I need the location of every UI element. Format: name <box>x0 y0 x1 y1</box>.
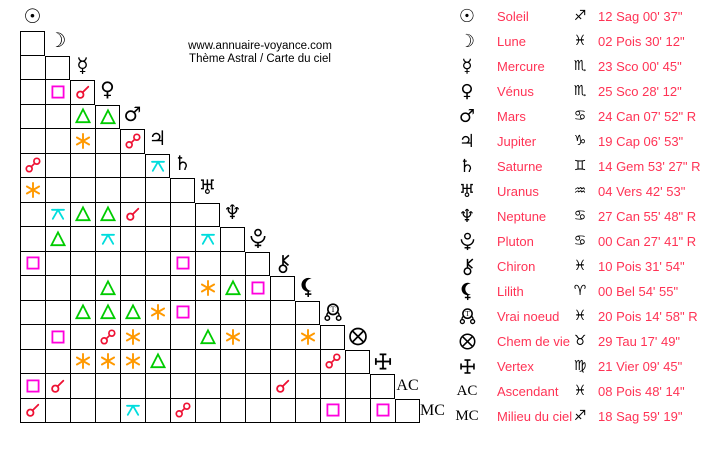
moon-icon: ☽ <box>458 31 476 52</box>
planet-name: Vertex <box>497 359 534 374</box>
midheaven-icon: MC <box>455 408 479 424</box>
legend-row-north-node <box>450 304 705 329</box>
planet-name: Jupiter <box>497 134 537 149</box>
legend-row-mercury <box>450 54 705 79</box>
sun-icon: ☉ <box>458 6 476 27</box>
mars-icon: ♂ <box>458 106 476 127</box>
planet-name: Pluton <box>497 234 534 249</box>
mars-icon: ♂ <box>123 101 142 126</box>
legend-row-mars <box>450 104 705 129</box>
planet-position: 29 Tau 17' 49" <box>598 334 681 349</box>
legend-row-uranus <box>450 179 705 204</box>
pisces-icon: ♓ <box>573 33 587 49</box>
planet-name: Vénus <box>497 84 534 99</box>
planet-position: 18 Sag 59' 19" <box>598 409 683 424</box>
legend-row-ascendant <box>450 379 705 404</box>
planet-position: 19 Cap 06' 53" <box>598 134 684 149</box>
planet-position: 04 Vers 42' 53" <box>598 184 686 199</box>
planet-name: Mars <box>497 109 526 124</box>
scorpio-icon: ♏ <box>573 58 587 74</box>
site-url: www.annuaire-voyance.com <box>188 40 332 52</box>
neptune-icon: ♆ <box>458 206 476 227</box>
pisces-icon: ♓ <box>573 258 587 274</box>
planet-position: 14 Gem 53' 27" R <box>598 159 701 174</box>
legend-row-chiron <box>450 254 705 279</box>
legend-row-vertex <box>450 354 705 379</box>
vertex-icon <box>452 354 482 379</box>
planet-position: 08 Pois 48' 14" <box>598 384 685 399</box>
saturn-icon: ♄ <box>173 150 192 175</box>
sun-icon: ☉ <box>23 3 42 28</box>
cancer-icon: ♋ <box>573 108 587 124</box>
legend-row-pluto <box>450 229 705 254</box>
planet-name: Neptune <box>497 209 547 224</box>
pluto-icon <box>452 229 482 254</box>
jupiter-icon: ♃ <box>458 131 476 152</box>
gemini-icon: ♊ <box>573 158 587 174</box>
planet-position: 25 Sco 28' 12" <box>598 84 682 99</box>
taurus-icon: ♉ <box>573 333 587 349</box>
legend-row-neptune <box>450 204 705 229</box>
planet-name: Lune <box>497 34 526 49</box>
legend-row-saturn <box>450 154 705 179</box>
planet-position: 10 Pois 31' 54" <box>598 259 685 274</box>
pisces-icon: ♓ <box>573 308 587 324</box>
ascendant-icon: AC <box>456 383 478 399</box>
scorpio-icon: ♏ <box>573 83 587 99</box>
planet-name: Vrai noeud <box>497 309 560 324</box>
legend-row-moon <box>450 29 705 54</box>
chiron-icon <box>452 254 482 279</box>
sagittarius-icon: ♐ <box>573 408 587 424</box>
ascendant-icon: AC <box>396 377 419 394</box>
legend-row-midheaven <box>450 404 705 429</box>
planet-position: 12 Sag 00' 37" <box>598 9 683 24</box>
legend-row-venus <box>450 79 705 104</box>
planet-position: 20 Pois 14' 58" R <box>598 309 698 324</box>
venus-icon: ♀ <box>100 77 115 101</box>
planet-name: Soleil <box>497 9 529 24</box>
saturn-icon: ♄ <box>458 156 476 177</box>
uranus-icon: ♅ <box>198 175 217 199</box>
planet-name: Milieu du ciel <box>497 409 573 424</box>
north-node-icon <box>452 304 482 329</box>
planet-name: Mercure <box>497 59 545 74</box>
planet-position: 24 Can 07' 52" R <box>598 109 697 124</box>
planet-position: 21 Vier 09' 45" <box>598 359 683 374</box>
planet-position: 27 Can 55' 48" R <box>598 209 697 224</box>
svg-text:T: T <box>464 309 470 318</box>
planet-position: 00 Can 27' 41" R <box>598 234 697 249</box>
capricorn-icon: ♑ <box>573 133 587 149</box>
planet-name: Saturne <box>497 159 543 174</box>
chart-title: Thème Astral / Carte du ciel <box>189 53 331 65</box>
aries-icon: ♈ <box>573 283 587 299</box>
mercury-icon: ☿ <box>76 52 89 77</box>
svg-text:T: T <box>330 304 335 314</box>
venus-icon: ♀ <box>460 81 474 102</box>
planet-position: 23 Sco 00' 45" <box>598 59 682 74</box>
cancer-icon: ♋ <box>573 208 587 224</box>
legend-row-part-of-fortune <box>450 329 705 354</box>
lilith-icon <box>452 279 482 304</box>
mercury-icon: ☿ <box>461 56 473 77</box>
sagittarius-icon: ♐ <box>573 8 587 24</box>
uranus-icon: ♅ <box>458 181 476 202</box>
planet-name: Uranus <box>497 184 539 199</box>
part-of-fortune-icon <box>452 329 482 354</box>
planet-position: 00 Bel 54' 55" <box>598 284 679 299</box>
virgo-icon: ♍ <box>573 358 587 374</box>
planet-name: Chem de vie <box>497 334 570 349</box>
jupiter-icon: ♃ <box>148 126 167 150</box>
pisces-icon: ♓ <box>573 383 587 399</box>
legend-row-jupiter <box>450 129 705 154</box>
planet-position: 02 Pois 30' 12" <box>598 34 685 49</box>
midheaven-icon: MC <box>420 401 445 419</box>
moon-icon: ☽ <box>48 28 67 52</box>
cancer-icon: ♋ <box>573 233 587 249</box>
neptune-icon: ♆ <box>223 199 242 224</box>
planet-name: Chiron <box>497 259 536 274</box>
planet-name: Lilith <box>497 284 524 299</box>
planet-name: Ascendant <box>497 384 559 399</box>
legend-row-sun <box>450 4 705 29</box>
legend-row-lilith <box>450 279 705 304</box>
aquarius-icon: ♒ <box>573 183 587 199</box>
